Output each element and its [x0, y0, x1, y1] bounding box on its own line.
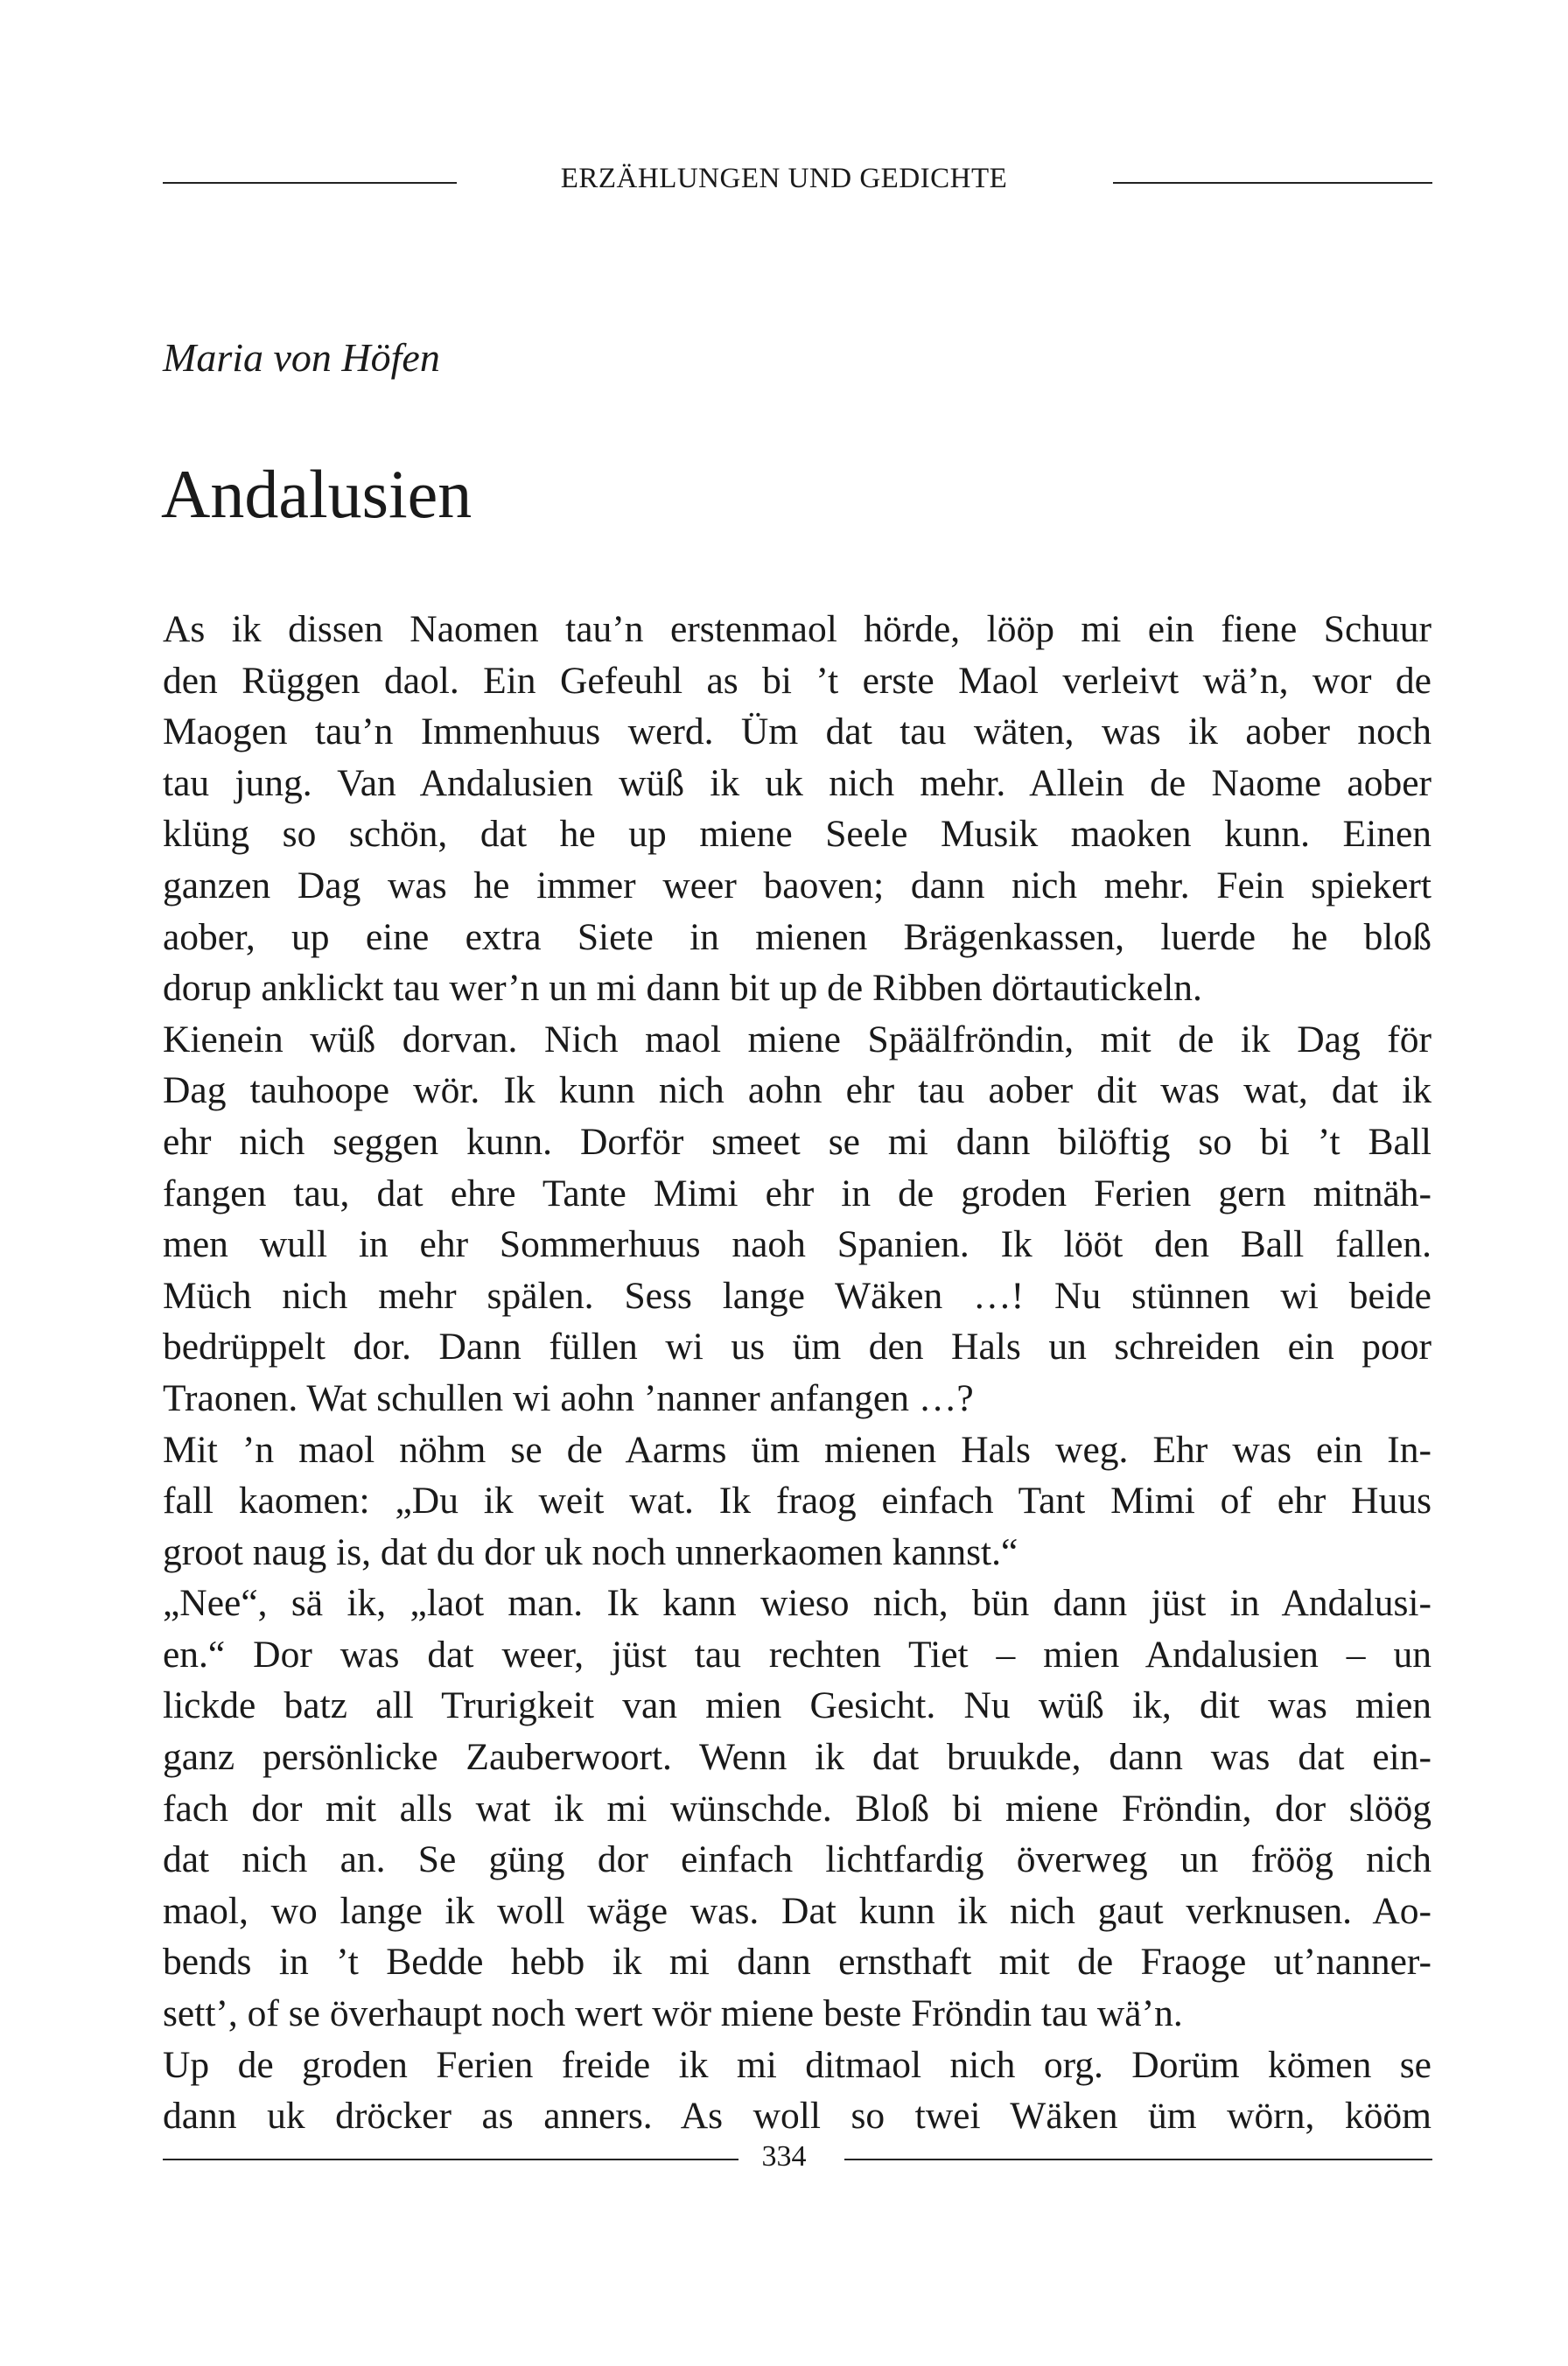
text-line: Up de groden Ferien freide ik mi ditmaol nich org. Dorüm kömen se [163, 2043, 1432, 2086]
header-rule-right [1113, 182, 1432, 184]
text-line: Maogen tau’n Immenhuus werd. Üm dat tau wäten, was ik aober noch [163, 710, 1432, 753]
author-name: Maria von Höfen [163, 335, 440, 380]
text-line: sett’, of se överhaupt noch wert wör miene beste Fröndin tau wä’n. [163, 1992, 1183, 2035]
text-line: fach dor mit alls wat ik mi wünschde. Bloß bi miene Fröndin, dor slöög [163, 1787, 1432, 1830]
text-line: ehr nich seggen kunn. Dorför smeet se mi dann bilöftig so bi ’t Ball [163, 1120, 1432, 1163]
text-line: fangen tau, dat ehre Tante Mimi ehr in de groden Ferien gern mitnäh- [163, 1172, 1432, 1214]
text-line: en.“ Dor was dat weer, jüst tau rechten Tiet – mien Andalusien – un [163, 1633, 1432, 1676]
text-line: aober, up eine extra Siete in mienen Brägenkassen, luerde he bloß [163, 915, 1432, 958]
text-line: lickde batz all Trurigkeit van mien Gesicht. Nu wüß ik, dit was mien [163, 1684, 1432, 1727]
text-line: fall kaomen: „Du ik weit wat. Ik fraog einfach Tant Mimi of ehr Huus [163, 1480, 1432, 1522]
story-body [163, 604, 1432, 2142]
story-title: Andalusien [161, 456, 472, 532]
text-line: As ik dissen Naomen tau’n erstenmaol hörde, lööp mi ein fiene Schuur [163, 608, 1432, 650]
text-line: men wull in ehr Sommerhuus naoh Spanien. Ik lööt den Ball fallen. [163, 1223, 1432, 1266]
text-line: dat nich an. Se güng dor einfach lichtfardig överweg un fröög nich [163, 1838, 1432, 1881]
text-line: ganz persönlicke Zauberwoort. Wenn ik dat bruukde, dann was dat ein- [163, 1736, 1432, 1779]
text-line: klüng so schön, dat he up miene Seele Musik maoken kunn. Einen [163, 813, 1432, 856]
text-line: Dag tauhoope wör. Ik kunn nich aohn ehr tau aober dit was wat, dat ik [163, 1069, 1432, 1112]
text-line: den Rüggen daol. Ein Gefeuhl as bi ’t erste Maol verleivt wä’n, wor de [163, 659, 1432, 702]
text-line: ganzen Dag was he immer weer baoven; dann nich mehr. Fein spiekert [163, 864, 1432, 906]
text-line: maol, wo lange ik woll wäge was. Dat kunn ik nich gaut verknusen. Ao- [163, 1889, 1432, 1932]
text-line: Traonen. Wat schullen wi aohn ’nanner anfangen …? [163, 1376, 974, 1419]
text-line: bedrüppelt dor. Dann füllen wi us üm den Hals un schreiden ein poor [163, 1326, 1432, 1368]
text-line: groot naug is, dat du dor uk noch unnerkaomen kannst.“ [163, 1530, 1018, 1573]
footer-rule-right [844, 2159, 1432, 2160]
running-head: ERZÄHLUNGEN UND GEDICHTE [560, 163, 1008, 194]
text-line: dann uk dröcker as anners. As woll so twei Wäken üm wörn, kööm [163, 2095, 1432, 2138]
text-line: „Nee“, sä ik, „laot man. Ik kann wieso nich, bün dann jüst in Andalusi- [163, 1582, 1432, 1625]
text-line: Kienein wüß dorvan. Nich maol miene Späälfröndin, mit de ik Dag för [163, 1018, 1432, 1060]
text-line: Mit ’n maol nöhm se de Aarms üm mienen Hals weg. Ehr was ein In- [163, 1428, 1432, 1471]
text-line: bends in ’t Bedde hebb ik mi dann ernsthaft mit de Fraoge ut’nanner- [163, 1941, 1432, 1984]
page-number: 334 [761, 2140, 807, 2173]
text-line: dorup anklickt tau wer’n un mi dann bit up de Ribben dörtautickeln. [163, 967, 1202, 1010]
text-line: Müch nich mehr spälen. Sess lange Wäken …! Nu stünnen wi beide [163, 1274, 1432, 1317]
text-line: tau jung. Van Andalusien wüß ik uk nich mehr. Allein de Naome aober [163, 761, 1432, 804]
